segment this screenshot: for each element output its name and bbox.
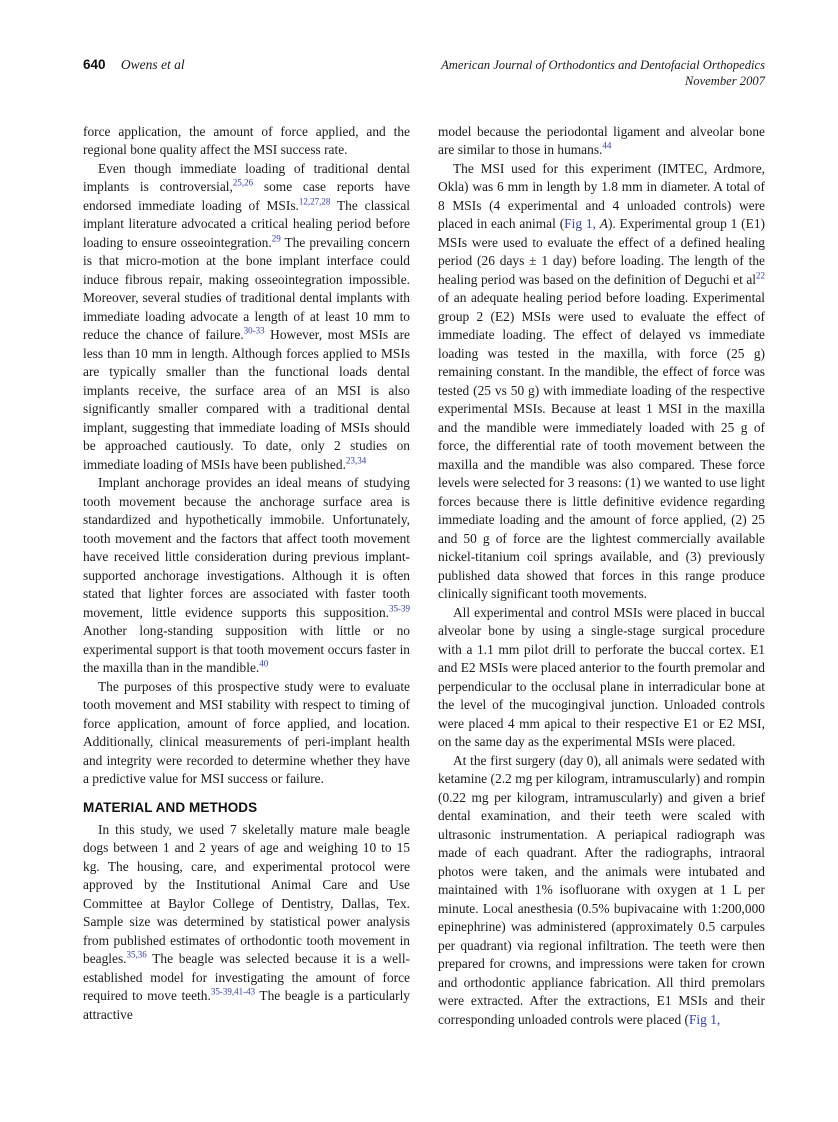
text-run: The prevailing concern is that micro-motion at the bone implant interface could induce fibrous repair, making osseointegration impossible. Moreover, several studies of traditional dental implants with immediate loading advocate a length of at least 10 mm to reduce the chance of failure. bbox=[83, 234, 410, 343]
paragraph bbox=[83, 160, 410, 475]
italic-text: A bbox=[599, 216, 608, 232]
text-run: model because the periodontal ligament and alveolar bone are similar to those in humans. bbox=[438, 123, 765, 158]
text-run: All experimental and control MSIs were placed in buccal alveolar bone by using a single-stage surgical procedure with a 1.1 mm pilot drill to perforate the buccal cortex. E1 and E2 MSIs were placed anterior to the fourth premolar and perpendicular to the occlusal plane in interradicular bone at the level of the mucogingival junction. Unloaded controls were placed 4 mm apical to their respective E1 or E2 MSI, on the same day as the experimental MSIs were placed. bbox=[438, 604, 765, 750]
paragraph bbox=[83, 821, 410, 1025]
citation-superscript[interactable]: 44 bbox=[602, 140, 612, 151]
page-number: 640 bbox=[83, 57, 106, 72]
citation-superscript[interactable]: 25,26 bbox=[232, 177, 254, 188]
text-run: The beagle is a particularly attractive bbox=[83, 988, 410, 1022]
text-run: The MSI used for this experiment (IMTEC, Ardmore, Okla) was 6 mm in length by 1.8 mm in diameter. A total of 8 MSIs (4 experimental and 4 unloaded controls) were placed in each animal ( bbox=[438, 160, 765, 232]
left-column bbox=[83, 123, 410, 1030]
citation-superscript[interactable]: 30-33 bbox=[243, 325, 265, 336]
article-body bbox=[83, 123, 765, 1030]
text-run: of an adequate healing period before loading. Experimental group 2 (E2) MSIs were used to evaluate the effect of immediate loading. The effect of delayed vs immediate loading was tested in the maxilla, with force (25 g) remaining constant. In the mandible, the effect of force was tested (25 vs 50 g) with immediate loading of the respective experimental MSIs. Because at least 1 MSI in the maxilla and the mandible were immediately loaded with 25 g of force, the differential rate of tooth movement between the maxilla and the mandible was also compared. These force levels were selected for 3 reasons: (1) we wanted to use light forces because there is little definitive evidence regarding immediate loading and the amount of force applied, (2) 25 and 50 g of force are the lightest commercially available nickel-titanium coil springs available, and (3) previously published data showed that forces in this range produce clinically significant tooth movements. bbox=[438, 290, 765, 602]
text-run: The beagle was selected because it is a well-established model for investigating the amount of force required to move teeth. bbox=[83, 951, 410, 1004]
text-run: The purposes of this prospective study were to evaluate tooth movement and MSI stability with respect to timing of force application, amount of force applied, and location. Additionally, clinical measurements of peri-implant health and integrity were recorded to determine whether they have a predictive value for MSI success or failure. bbox=[83, 678, 410, 787]
paragraph bbox=[438, 123, 765, 160]
text-run: force application, the amount of force applied, and the regional bone quality affect the MSI success rate. bbox=[83, 123, 410, 158]
text-run: ). Experimental group 1 (E1) MSIs were used to evaluate the effect of a defined healing period (26 days ± 1 day) before loading. The length of the healing period was based on the definition of Deguchi et al bbox=[438, 216, 765, 287]
text-run: In this study, we used 7 skeletally mature male beagle dogs between 1 and 2 years of age and weighing 10 to 15 kg. The housing, care, and experimental protocol were approved by the Institutional Animal Care and Use Committee at Baylor College of Dentistry, Dallas, Tex. Sample size was determined by statistical power analysis from published estimates of orthodontic tooth movement in beagles. bbox=[83, 821, 410, 967]
paragraph bbox=[83, 123, 410, 160]
citation-superscript[interactable]: 29 bbox=[271, 233, 281, 244]
running-header bbox=[83, 57, 765, 90]
citation-superscript[interactable]: 35,36 bbox=[126, 949, 147, 960]
figure-link[interactable]: Fig 1, bbox=[564, 216, 596, 232]
text-run: At the first surgery (day 0), all animals were sedated with ketamine (2.2 mg per kilogram, intramuscularly) and rompin (0.22 mg per kilogram, intramuscularly) and given a brief dental examination, and their teeth were scaled with ultrasonic instrumentation. A periapical radiograph was made of each quadrant. After the radiographs, intraoral photos were taken, and the animals were intubated and maintained with 1% isofluorane with oxygen at 1 L per minute. Local anesthesia (0.5% bupivacaine with 1:200,000 epinephrine) was administered (approximately 0.5 carpules per quadrant) via regional infiltration. The teeth were then prepared for crowns, and impressions were taken for crown and orthodontic appliance fabrication. All third premolars were extracted. After the extractions, E1 MSIs and their corresponding unloaded controls were placed ( bbox=[438, 752, 765, 1027]
citation-superscript[interactable]: 35-39 bbox=[389, 603, 410, 614]
journal-title: American Journal of Orthodontics and Dentofacial Orthopedics bbox=[441, 58, 765, 72]
citation-superscript[interactable]: 23,34 bbox=[345, 455, 367, 466]
figure-link[interactable]: Fig 1, bbox=[688, 1011, 721, 1027]
text-run: Another long-standing supposition with little or no experimental support is that tooth movement occurs faster in the maxilla than in the mandible. bbox=[83, 623, 410, 676]
citation-superscript[interactable]: 40 bbox=[259, 658, 269, 669]
citation-superscript[interactable]: 22 bbox=[756, 270, 765, 281]
text-run: Even though immediate loading of traditional dental implants is controversial, bbox=[83, 160, 410, 195]
text-run: some case reports have endorsed immediate loading of MSIs. bbox=[83, 179, 410, 213]
paragraph bbox=[83, 678, 410, 789]
paragraph bbox=[438, 752, 765, 1030]
citation-superscript[interactable]: 12,27,28 bbox=[298, 196, 331, 207]
running-authors: Owens et al bbox=[120, 57, 185, 72]
paragraph bbox=[438, 160, 765, 604]
citation-superscript[interactable]: 35-39,41-43 bbox=[210, 986, 256, 997]
paragraph bbox=[83, 474, 410, 678]
issue-date: November 2007 bbox=[684, 74, 765, 89]
running-header-left bbox=[83, 57, 185, 73]
text-run: The classical implant literature advocated a critical healing period before loading to ensure osseointegration. bbox=[83, 197, 410, 250]
running-header-right bbox=[441, 57, 765, 90]
right-column bbox=[438, 123, 765, 1030]
section-heading: MATERIAL AND METHODS bbox=[83, 799, 258, 815]
text-run: However, most MSIs are less than 10 mm in length. Although forces applied to MSIs are typically smaller than the functional loads dental implants receive, the surface area of an MSI is also significantly smaller compared with a traditional dental implant, suggesting that immediate loading of MSIs should be approached cautiously. To date, only 2 studies on immediate loading of MSIs have been published. bbox=[83, 327, 410, 472]
text-run: Implant anchorage provides an ideal means of studying tooth movement because the anchorage surface area is standardized and hypothetically immobile. Unfortunately, tooth movement and the factors that affect tooth movement have received little consideration during previous implant-supported anchorage investigations. Although it is often stated that lighter forces are associated with faster tooth movement, little evidence supports this supposition. bbox=[83, 475, 410, 620]
paragraph bbox=[438, 604, 765, 752]
